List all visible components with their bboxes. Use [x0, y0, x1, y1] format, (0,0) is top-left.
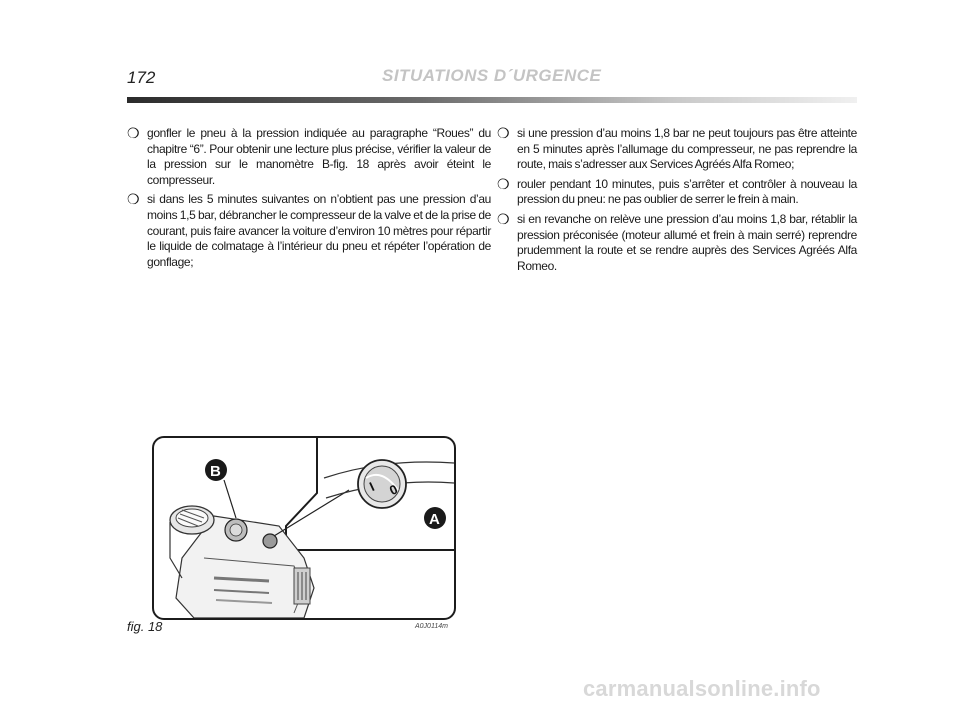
- list-item-text: si une pression d’au moins 1,8 bar ne peut toujours pas être atteinte en 5 minutes après l’allumage du compresseur, ne pas reprendre la route, mais s’adresser aux Services Agréés Alfa Romeo;: [517, 126, 857, 172]
- figure-code: A0J0114m: [415, 623, 448, 630]
- list-item: [497, 126, 857, 173]
- right-column: [497, 126, 857, 278]
- list-item: [127, 192, 491, 270]
- bullet-marker: ❍: [497, 125, 510, 141]
- callout-b-label: B: [210, 463, 221, 480]
- bullet-marker: ❍: [127, 191, 140, 208]
- list-item-text: gonfler le pneu à la pression indiquée au paragraphe “Roues” du chapitre “6”. Pour obtenir une lecture plus précise, vérifier la valeur de la pression sur le manomètre B-fig. 18 après avoir éteint le compresseur.: [147, 126, 491, 187]
- bullet-marker: ❍: [497, 175, 510, 192]
- header-rule: [127, 97, 857, 103]
- bullet-marker: ❍: [127, 125, 140, 141]
- watermark: carmanualsonline.info: [583, 676, 821, 701]
- figure-frame: [152, 436, 456, 620]
- list-item: [497, 177, 857, 208]
- callout-a-label: A: [429, 511, 440, 528]
- list-item: [127, 126, 491, 188]
- section-title: SITUATIONS D´URGENCE: [382, 66, 602, 85]
- figure-label: fig. 18: [127, 619, 163, 634]
- list-item-text: si dans les 5 minutes suivantes on n’obtient pas une pression d’au moins 1,5 bar, débrancher le compresseur de la valve et de la prise de courant, puis faire avancer la voiture d’environ 10 mètres pour répartir le liquide de colmatage à l’intérieur du pneu et répéter l’opération de gonflage;: [147, 192, 491, 269]
- left-column: [127, 126, 491, 274]
- page-number: 172: [127, 68, 156, 87]
- switch-off-label: 0: [386, 481, 400, 499]
- list-item: [497, 212, 857, 274]
- compressor-illustration: [154, 438, 454, 618]
- list-item-text: rouler pendant 10 minutes, puis s’arrêter et contrôler à nouveau la pression du pneu: ne pas oublier de serrer le frein à main.: [517, 176, 857, 207]
- list-item-text: si en revanche on relève une pression d’au moins 1,8 bar, rétablir la pression préconisée (moteur allumé et frein à main serré) reprendre prudemment la route et se rendre auprès des Services Agréés Alfa Romeo.: [517, 211, 857, 273]
- switch-on-label: I: [366, 478, 377, 495]
- bullet-marker: ❍: [497, 210, 510, 227]
